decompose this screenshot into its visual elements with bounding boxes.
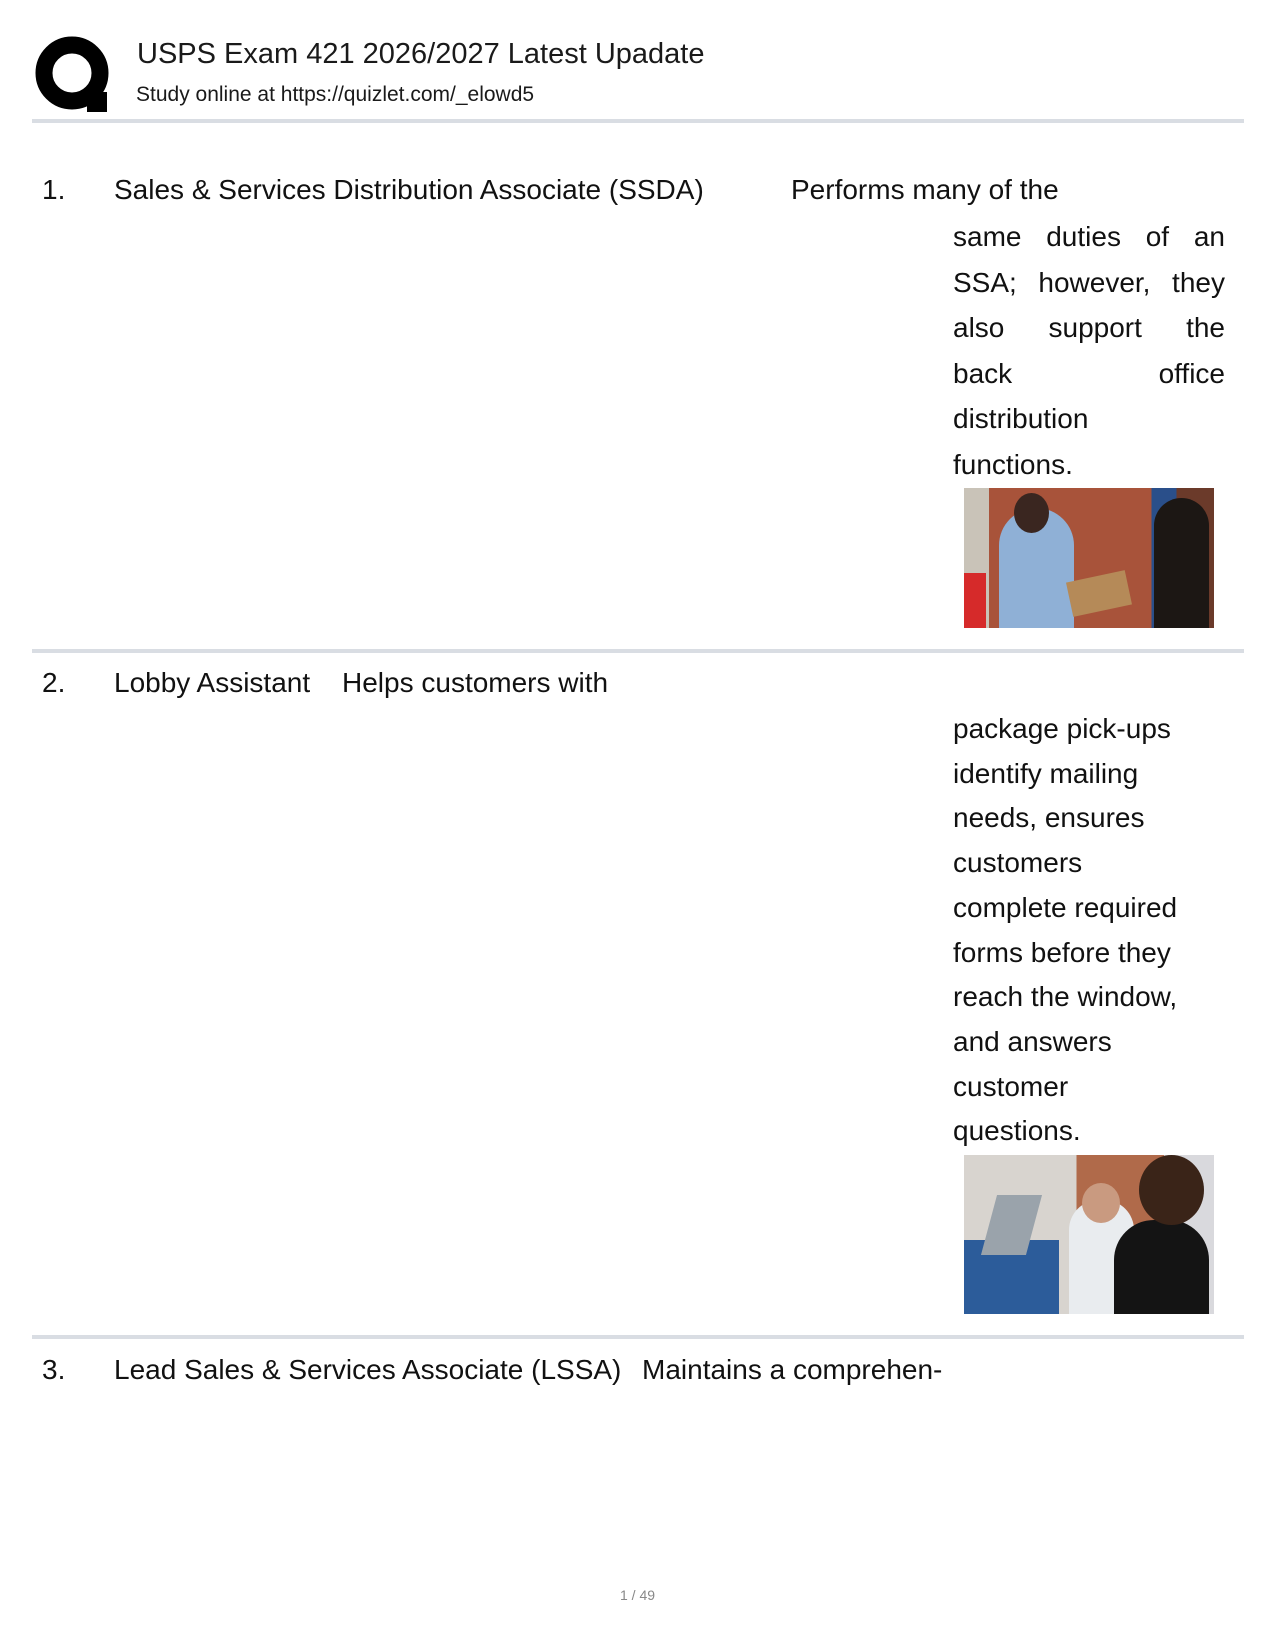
page-number: 1 / 49 [619, 1587, 656, 1603]
header-divider [32, 119, 1244, 123]
item-number: 1. [42, 174, 66, 205]
item-definition: same duties of an SSA; however, they also support the back office distribution functions. [953, 221, 1225, 480]
item-term: Sales & Services Distribution Associate (SSDA) [114, 174, 704, 205]
item-definition-lead: Helps customers with [342, 667, 609, 698]
item-term: Lobby Assistant [114, 667, 311, 698]
item-term: Lead Sales & Services Associate (LSSA) [114, 1354, 622, 1385]
quizlet-logo [35, 36, 115, 114]
item-definition: package pick-ups identify mailing needs, ensures customers complete required forms before they reach the window, and answers customer questions. [953, 713, 1178, 1147]
kiosk-customers-photo [964, 1155, 1214, 1314]
item-divider [32, 649, 1244, 653]
document-title: USPS Exam 421 2026/2027 Latest Upadate [137, 38, 705, 70]
postal-clerk-photo [964, 488, 1214, 628]
item-number: 2. [42, 667, 66, 698]
study-link[interactable]: Study online at https://quizlet.com/_elowd5 [136, 83, 535, 106]
item-divider [32, 1335, 1244, 1339]
item-number: 3. [42, 1354, 66, 1385]
item-definition-lead: Performs many of the [791, 174, 1059, 205]
item-definition-lead: Maintains a comprehen- [642, 1354, 943, 1385]
